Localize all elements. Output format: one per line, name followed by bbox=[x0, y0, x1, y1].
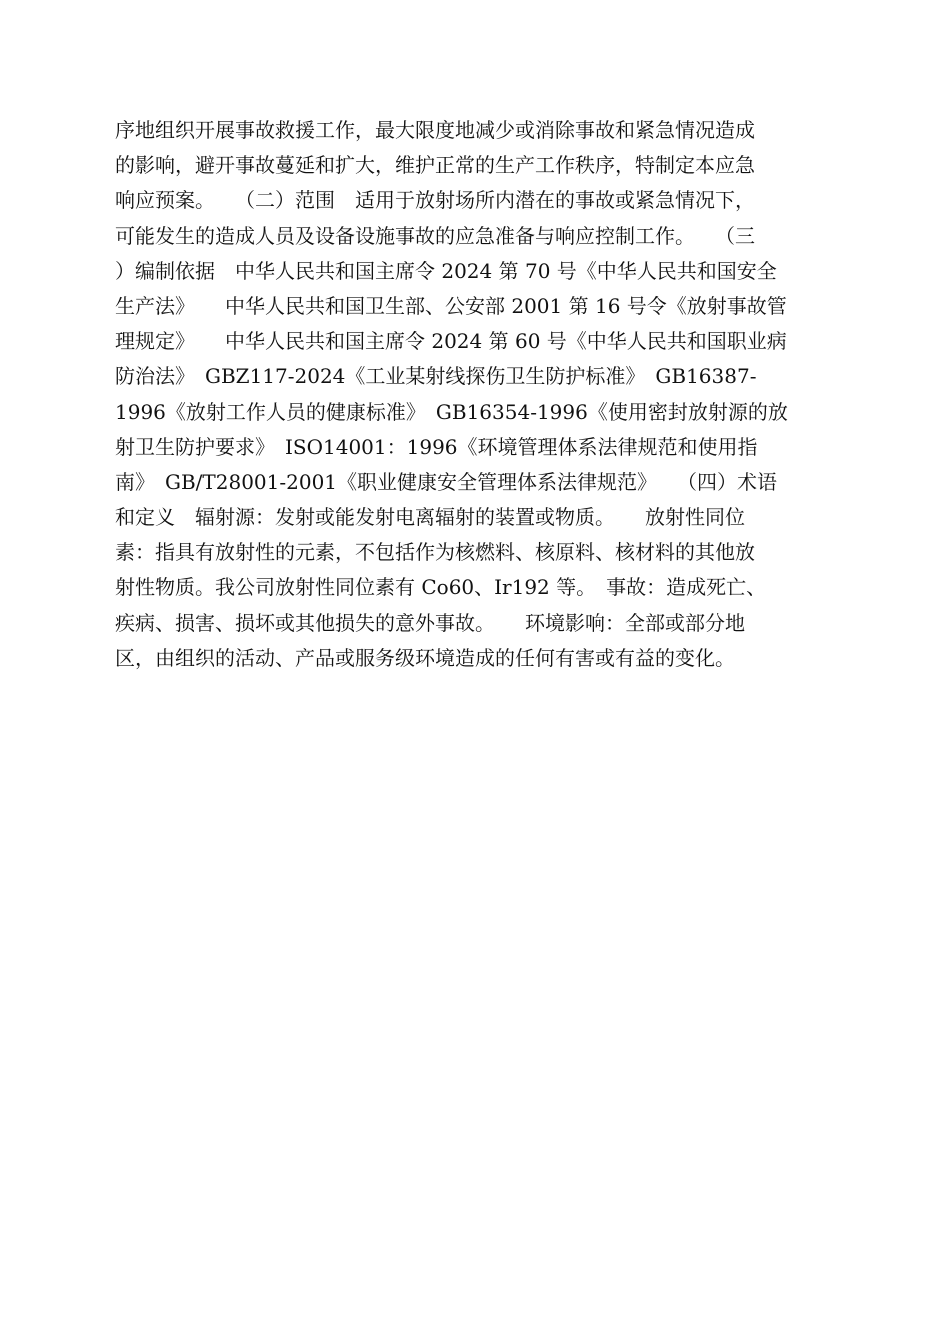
text-line: 响应预案。 （二）范围 适用于放射场所内潜在的事故或紧急情况下， bbox=[115, 188, 755, 213]
text-line: 1996《放射工作人员的健康标准》 GB16354-1996《使用密封放射源的放 bbox=[115, 399, 788, 424]
text-line: 防治法》 GBZ117-2024《工业某射线探伤卫生防护标准》 GB16387- bbox=[115, 364, 757, 389]
text-line: 生产法》 中华人民共和国卫生部、公安部 2001 第 16 号令《放射事故管 bbox=[115, 293, 787, 318]
text-line: 疾病、损害、损坏或其他损失的意外事故。 环境影响：全部或部分地 bbox=[115, 610, 745, 635]
text-line: 可能发生的造成人员及设备设施事故的应急准备与响应控制工作。 （三 bbox=[115, 223, 755, 248]
text-line: 素：指具有放射性的元素，不包括作为核燃料、核原料、核材料的其他放 bbox=[115, 540, 755, 565]
text-line: 南》 GB/T28001-2001《职业健康安全管理体系法律规范》 （四）术语 bbox=[115, 469, 778, 494]
text-line: 射性物质。我公司放射性同位素有 Co60、Ir192 等。 事故：造成死亡、 bbox=[115, 575, 767, 600]
text-line: 和定义 辐射源：发射或能发射电离辐射的装置或物质。 放射性同位 bbox=[115, 505, 745, 530]
text-line: 射卫生防护要求》 ISO14001：1996《环境管理体系法律规范和使用指 bbox=[115, 434, 758, 459]
body-text bbox=[115, 113, 835, 676]
text-line: 的影响，避开事故蔓延和扩大，维护正常的生产工作秩序，特制定本应急 bbox=[115, 153, 755, 178]
text-line: ）编制依据 中华人民共和国主席令 2024 第 70 号《中华人民共和国安全 bbox=[115, 258, 777, 283]
text-line: 理规定》 中华人民共和国主席令 2024 第 60 号《中华人民共和国职业病 bbox=[115, 329, 787, 354]
text-line: 区，由组织的活动、产品或服务级环境造成的任何有害或有益的变化。 bbox=[115, 645, 735, 670]
text-line: 序地组织开展事故救援工作，最大限度地减少或消除事故和紧急情况造成 bbox=[115, 118, 755, 142]
